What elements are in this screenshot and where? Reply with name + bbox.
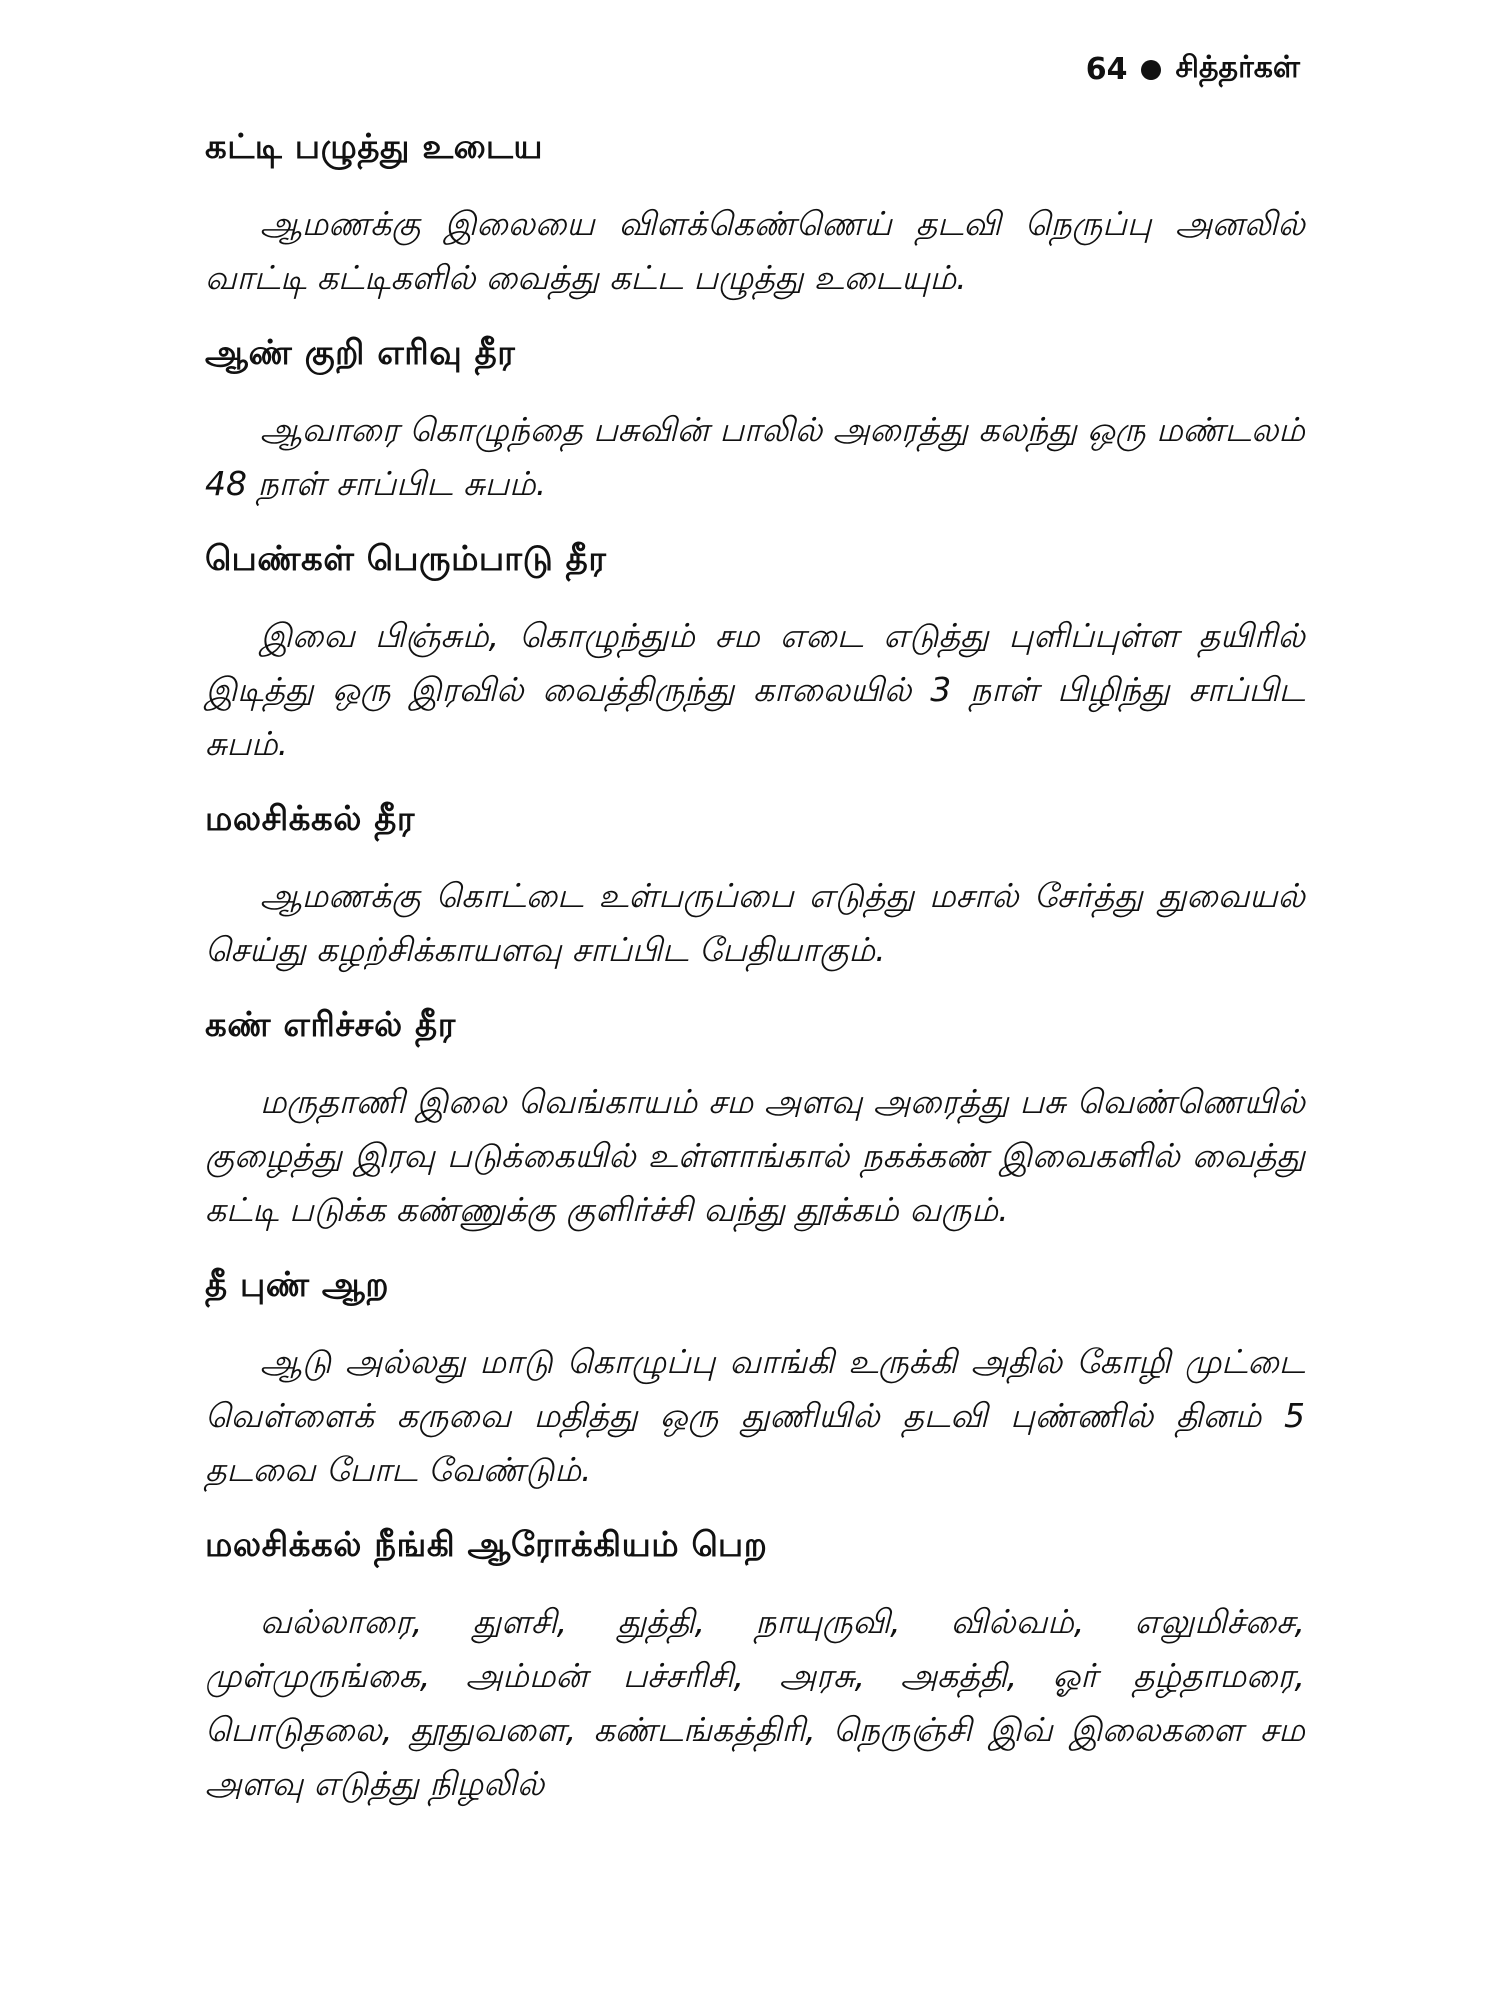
section-boil-burst	[205, 125, 1305, 305]
section-title: கண் எரிச்சல் தீர	[205, 1005, 456, 1045]
section-women-bleeding	[205, 537, 1305, 771]
section-title: மலசிக்கல் தீர	[205, 799, 415, 839]
section-title: தீ புண் ஆற	[205, 1265, 390, 1305]
section-constipation	[205, 797, 1305, 977]
page-content	[205, 125, 1305, 1837]
bullet-dot-icon	[1141, 60, 1161, 80]
section-body: ஆடு அல்லது மாடு கொழுப்பு வாங்கி உருக்கி அதில் கோழி முட்டை வெள்ளைக் கருவை மதித்து ஒரு துணியில் தடவி புண்ணில் தினம் 5 தடவை போட வேண்டும்.	[205, 1342, 1305, 1489]
running-header	[1086, 50, 1300, 89]
section-body: ஆவாரை கொழுந்தை பசுவின் பாலில் அரைத்து கலந்து ஒரு மண்டலம் 48 நாள் சாப்பிட சுபம்.	[205, 410, 1305, 503]
section-title: கட்டி பழுத்து உடைய	[205, 127, 544, 167]
section-title: மலசிக்கல் நீங்கி ஆரோக்கியம் பெற	[205, 1525, 768, 1565]
page-number: 64	[1085, 52, 1128, 87]
section-burn-wound	[205, 1263, 1305, 1497]
section-body: இவை பிஞ்சும், கொழுந்தும் சம எடை எடுத்து புளிப்புள்ள தயிரில் இடித்து ஒரு இரவில் வைத்திருந்து காலையில் 3 நாள் பிழிந்து சாப்பிட சுபம்.	[205, 616, 1305, 763]
section-body: வல்லாரை, துளசி, துத்தி, நாயுருவி, வில்வம், எலுமிச்சை, முள்முருங்கை, அம்மன் பச்சரிசி, அரசு, அகத்தி, ஓர் தழ்தாமரை, பொடுதலை, தூதுவளை, கண்டங்கத்திரி, நெருஞ்சி இவ் இலைகளை சம அளவு எடுத்து நிழலில்	[205, 1602, 1305, 1803]
section-eye-burning	[205, 1003, 1305, 1237]
section-title: ஆண் குறி எரிவு தீர	[205, 333, 516, 373]
section-body: மருதாணி இலை வெங்காயம் சம அளவு அரைத்து பசு வெண்ணெயில் குழைத்து இரவு படுக்கையில் உள்ளாங்கால் நகக்கண் இவைகளில் வைத்து கட்டி படுக்க கண்ணுக்கு குளிர்ச்சி வந்து தூக்கம் வரும்.	[205, 1082, 1305, 1229]
section-title: பெண்கள் பெரும்பாடு தீர	[205, 539, 607, 579]
section-body: ஆமணக்கு கொட்டை உள்பருப்பை எடுத்து மசால் சேர்த்து துவையல் செய்து கழற்சிக்காயளவு சாப்பிட பேதியாகும்.	[205, 876, 1305, 969]
section-constipation-health	[205, 1523, 1305, 1811]
section-body: ஆமணக்கு இலையை விளக்கெண்ணெய் தடவி நெருப்பு அனலில் வாட்டி கட்டிகளில் வைத்து கட்ட பழுத்து உடையும்.	[205, 204, 1305, 297]
section-male-burning	[205, 331, 1305, 511]
book-title: சித்தர்கள்	[1175, 50, 1300, 85]
